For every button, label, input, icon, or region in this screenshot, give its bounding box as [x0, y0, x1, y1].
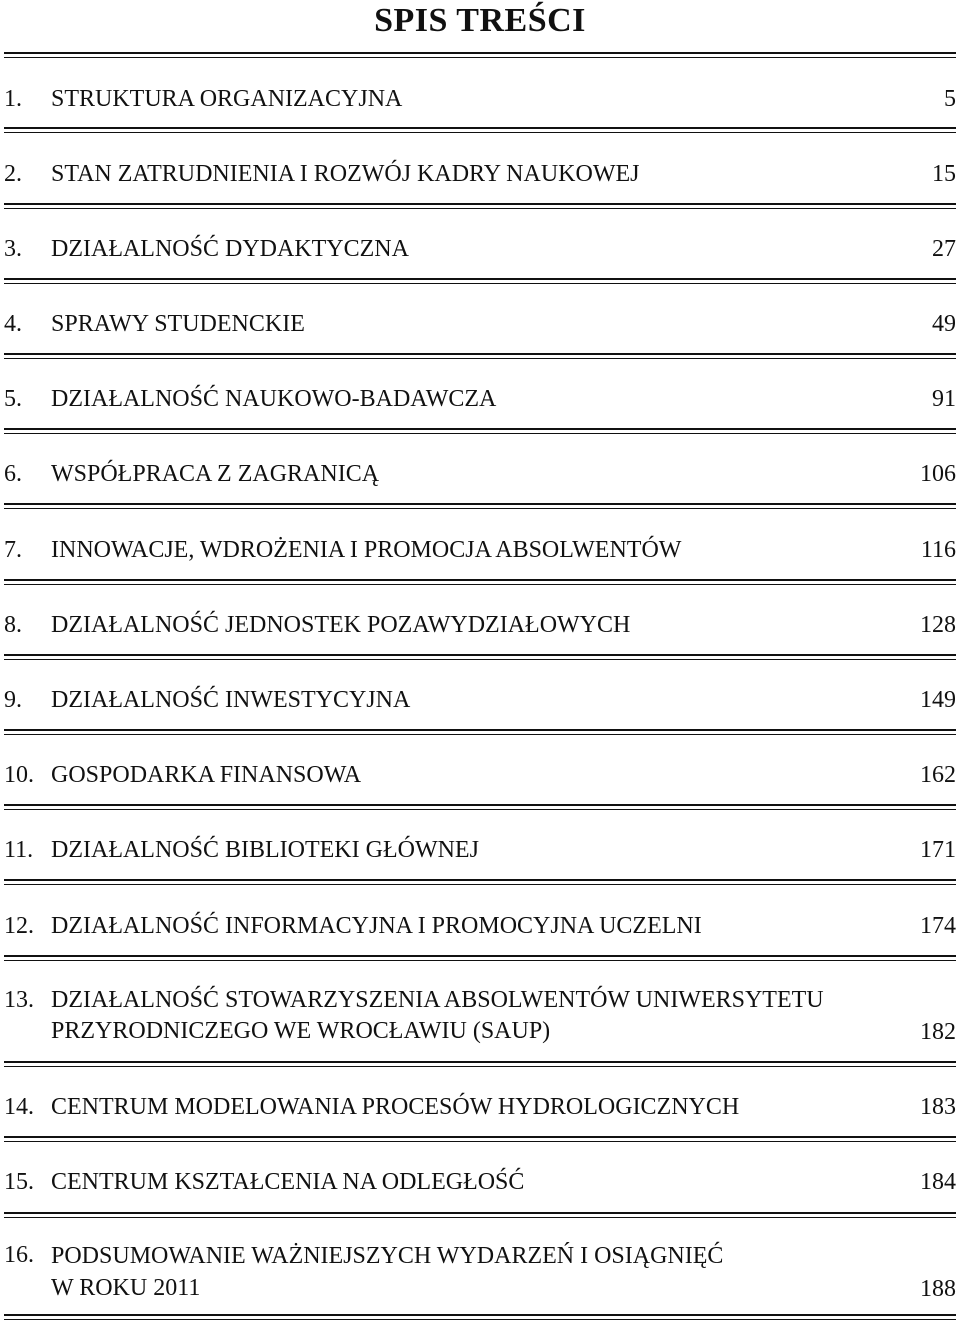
toc-entry-11[interactable]: [4, 835, 956, 865]
entry-number: 9.: [4, 687, 22, 713]
entry-page-number: 116: [920, 537, 956, 563]
entry-title-line: DZIAŁALNOŚĆ INWESTYCYJNA: [51, 687, 411, 713]
entry-title-line: SPRAWY STUDENCKIE: [51, 311, 305, 337]
entry-title: [51, 309, 851, 339]
entry-page-number: 27: [932, 236, 956, 262]
entry-title-line: CENTRUM MODELOWANIA PROCESÓW HYDROLOGICZNYCH: [51, 1094, 740, 1120]
entry-title: [51, 985, 851, 1047]
entry-page-number: 5: [944, 86, 956, 112]
divider: [4, 428, 956, 434]
entry-page-number: 15: [932, 161, 956, 187]
entry-page-number: 171: [920, 837, 956, 863]
divider: [4, 654, 956, 660]
toc-entry-12[interactable]: [4, 911, 956, 941]
entry-number: 4.: [4, 311, 22, 337]
divider: [4, 729, 956, 735]
toc-entry-4[interactable]: [4, 309, 956, 339]
toc-entry-5[interactable]: [4, 384, 956, 414]
entry-title-line: STRUKTURA ORGANIZACYJNA: [51, 86, 403, 112]
entry-title-line: DZIAŁALNOŚĆ NAUKOWO-BADAWCZA: [51, 386, 497, 412]
entry-number: 16.: [4, 1242, 34, 1268]
toc-entry-7[interactable]: [4, 535, 956, 565]
entry-page-number: 188: [920, 1276, 956, 1302]
toc-entry-6[interactable]: [4, 459, 956, 489]
entry-title: [51, 1167, 851, 1197]
divider: [4, 503, 956, 509]
toc-entry-1[interactable]: [4, 84, 956, 114]
entry-title: [51, 760, 851, 790]
entry-number: 11.: [4, 837, 34, 863]
entry-title-line: DZIAŁALNOŚĆ INFORMACYJNA I PROMOCYJNA UCZELNI: [51, 913, 702, 939]
divider: [4, 1314, 956, 1320]
entry-title: [51, 384, 851, 414]
entry-title-line: DZIAŁALNOŚĆ JEDNOSTEK POZAWYDZIAŁOWYCH: [51, 612, 631, 638]
entry-title: [51, 535, 851, 565]
entry-title-line: CENTRUM KSZTAŁCENIA NA ODLEGŁOŚĆ: [51, 1169, 525, 1195]
toc-entry-10[interactable]: [4, 760, 956, 790]
entry-number: 5.: [4, 386, 22, 412]
entry-title: [51, 835, 851, 865]
entry-number: 6.: [4, 461, 22, 487]
toc-entry-16[interactable]: [4, 1240, 956, 1304]
divider: [4, 203, 956, 209]
entry-number: 15.: [4, 1169, 34, 1195]
divider: [4, 955, 956, 961]
toc-entry-3[interactable]: [4, 234, 956, 264]
entry-title: [51, 459, 851, 489]
entry-page-number: 128: [920, 612, 956, 638]
divider: [4, 579, 956, 585]
entry-title: [51, 911, 851, 941]
entry-title: [51, 84, 851, 114]
entry-page-number: 182: [920, 1019, 956, 1045]
entry-title: [51, 159, 851, 189]
entry-page-number: 149: [920, 687, 956, 713]
entry-title: [51, 234, 851, 264]
entry-page-number: 91: [932, 386, 956, 412]
entry-title-line: GOSPODARKA FINANSOWA: [51, 762, 362, 788]
entry-number: 12.: [4, 913, 34, 939]
entry-title-line: WSPÓŁPRACA Z ZAGRANICĄ: [51, 461, 380, 487]
entry-title: [51, 610, 851, 640]
entry-title: [51, 685, 851, 715]
entry-number: 2.: [4, 161, 22, 187]
entry-page-number: 49: [932, 311, 956, 337]
toc-entry-8[interactable]: [4, 610, 956, 640]
divider: [4, 1136, 956, 1142]
divider: [4, 52, 956, 58]
entry-title-line: W ROKU 2011: [51, 1275, 201, 1301]
toc-entry-13[interactable]: [4, 985, 956, 1047]
entry-number: 8.: [4, 612, 22, 638]
toc-entry-14[interactable]: [4, 1092, 956, 1122]
entry-number: 14.: [4, 1094, 34, 1120]
entry-number: 1.: [4, 86, 22, 112]
entry-number: 7.: [4, 537, 22, 563]
entry-page-number: 183: [920, 1094, 956, 1120]
entry-page-number: 174: [920, 913, 956, 939]
divider: [4, 353, 956, 359]
entry-title-line: PODSUMOWANIE WAŻNIEJSZYCH WYDARZEŃ I OSIĄGNIĘĆ: [51, 1243, 724, 1269]
divider: [4, 278, 956, 284]
entry-title-line: INNOWACJE, WDROŻENIA I PROMOCJA ABSOLWENTÓW: [51, 537, 682, 563]
entry-title-line: DZIAŁALNOŚĆ STOWARZYSZENIA ABSOLWENTÓW UNIWERSYTETU: [51, 987, 824, 1013]
toc-entry-2[interactable]: [4, 159, 956, 189]
entry-number: 3.: [4, 236, 22, 262]
entry-number: 13.: [4, 987, 34, 1013]
entry-title: [51, 1092, 851, 1122]
entry-page-number: 106: [920, 461, 956, 487]
entry-title: [51, 1240, 851, 1304]
entry-page-number: 184: [920, 1169, 956, 1195]
divider: [4, 879, 956, 885]
divider: [4, 1212, 956, 1218]
toc-entry-15[interactable]: [4, 1167, 956, 1197]
page-title: SPIS TREŚCI: [374, 2, 586, 39]
divider: [4, 1061, 956, 1067]
divider: [4, 804, 956, 810]
entry-title-line: PRZYRODNICZEGO WE WROCŁAWIU (SAUP): [51, 1018, 551, 1044]
entry-number: 10.: [4, 762, 34, 788]
entry-title-line: DZIAŁALNOŚĆ BIBLIOTEKI GŁÓWNEJ: [51, 837, 479, 863]
divider: [4, 127, 956, 133]
entry-page-number: 162: [920, 762, 956, 788]
entry-title-line: DZIAŁALNOŚĆ DYDAKTYCZNA: [51, 236, 409, 262]
toc-entry-9[interactable]: [4, 685, 956, 715]
entry-title-line: STAN ZATRUDNIENIA I ROZWÓJ KADRY NAUKOWEJ: [51, 161, 640, 187]
